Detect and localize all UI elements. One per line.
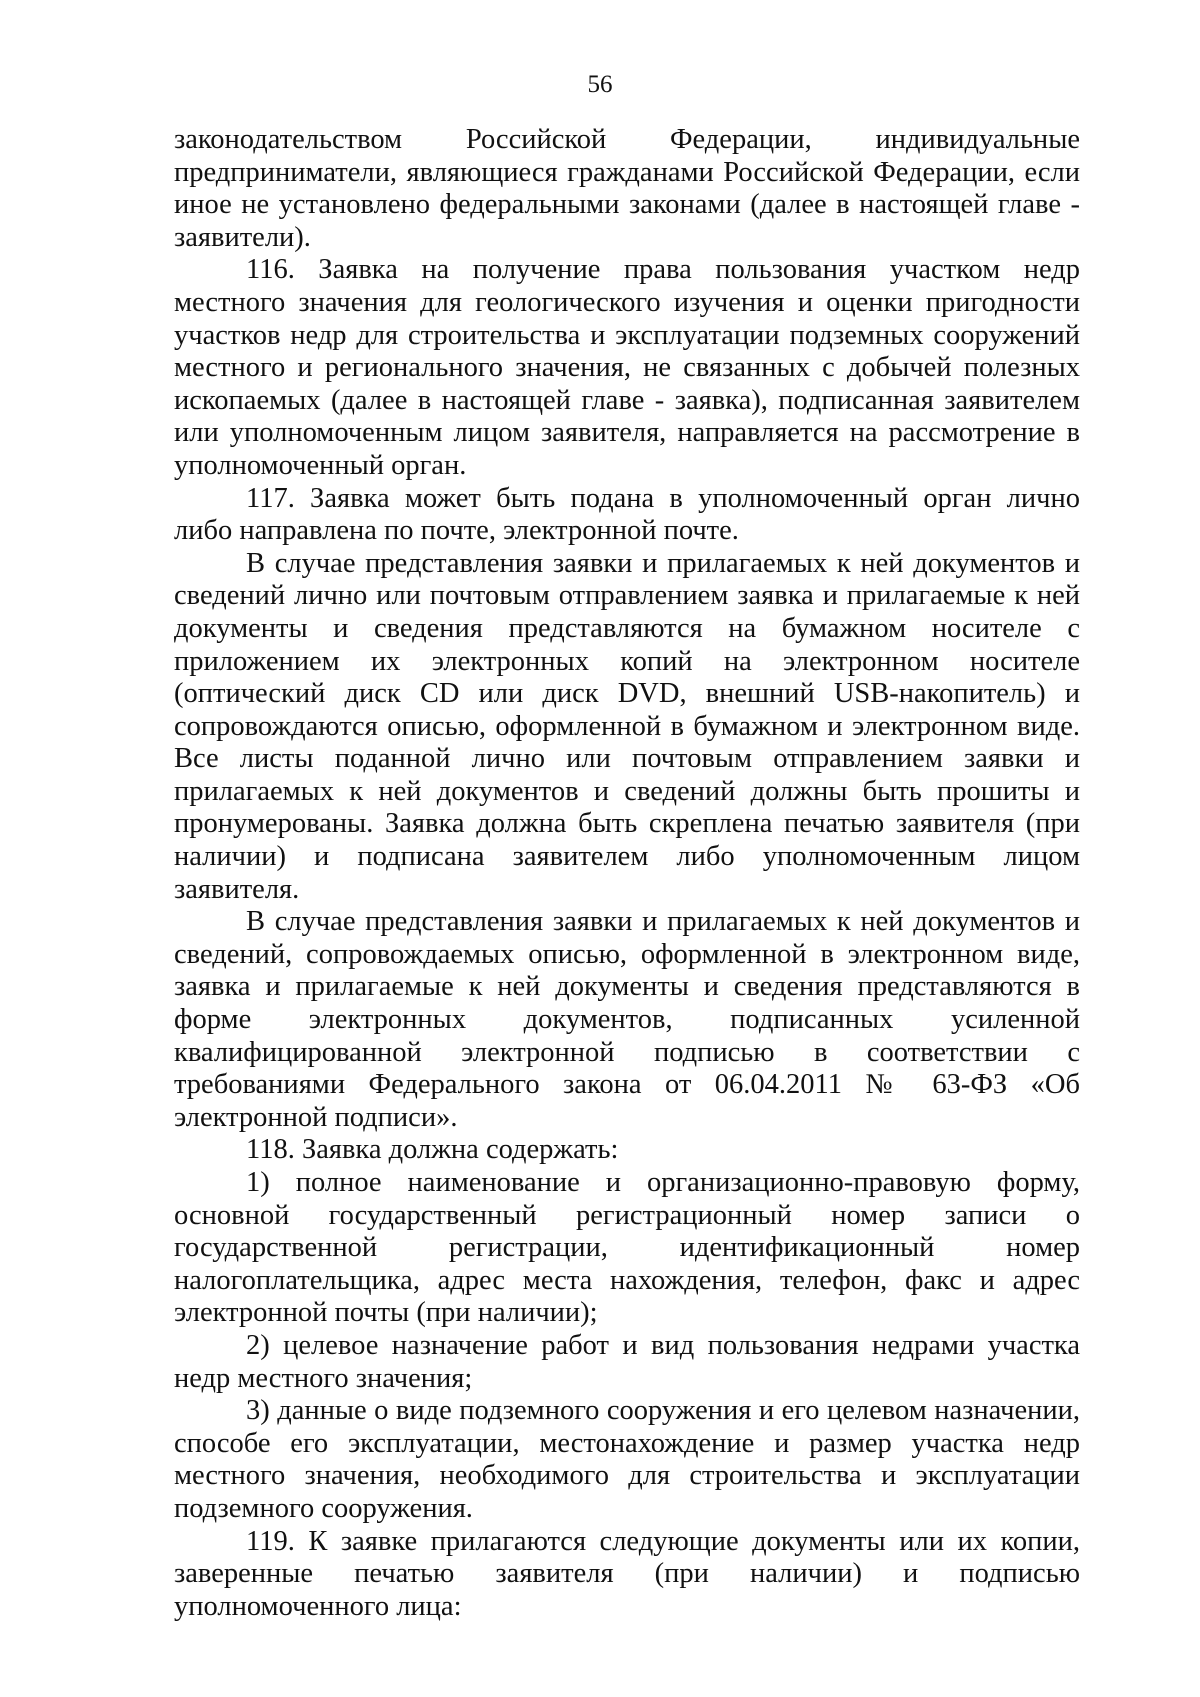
paragraph-119: 119. К заявке прилагаются следующие документы или их копии, заверенные печатью заявителя (при наличии) и подписью уполномоченного лица: (174, 1525, 1080, 1622)
list-item-2: 2) целевое назначение работ и вид пользования недрами участка недр местного значения; (174, 1329, 1080, 1394)
document-body (174, 124, 1080, 1623)
paragraph-paper-submission: В случае представления заявки и прилагаемых к ней документов и сведений лично или почтовым отправлением заявка и прилагаемые к ней документы и сведения представляются на бумажном носителе с приложением их электронных копий на электронном носителе (оптический диск CD или диск DVD, внешний USB-накопитель) и сопровождаются описью, оформленной в бумажном и электронном виде. Все листы поданной лично или почтовым отправлением заявки и прилагаемых к ней документов и сведений должны быть прошиты и пронумерованы. Заявка должна быть скреплена печатью заявителя (при наличии) и подписана заявителем либо уполномоченным лицом заявителя. (174, 547, 1080, 905)
list-item-1: 1) полное наименование и организационно-правовую форму, основной государственный регистрационный номер записи о государственной регистрации, идентификационный номер налогоплательщика, адрес места нахождения, телефон, факс и адрес электронной почты (при наличии); (174, 1167, 1080, 1329)
paragraph-118: 118. Заявка должна содержать: (246, 1134, 619, 1166)
list-item-3: 3) данные о виде подземного сооружения и его целевом назначении, способе его эксплуатации, местонахождение и размер участка недр местного значения, необходимого для строительства и эксплуатации подземного сооружения. (174, 1395, 1080, 1524)
paragraph-intro-continuation: законодательством Российской Федерации, индивидуальные предприниматели, являющиеся гражданами Российской Федерации, если иное не установлено федеральными законами (далее в настоящей главе - заявители). (174, 124, 1080, 253)
page-number: 56 (587, 71, 613, 98)
paragraph-116: 116. Заявка на получение права пользования участком недр местного значения для геологического изучения и оценки пригодности участков недр для строительства и эксплуатации подземных сооружений местного и регионального значения, не связанных с добычей полезных ископаемых (далее в настоящей главе - заявка), подписанная заявителем или уполномоченным лицом заявителя, направляется на рассмотрение в уполномоченный орган. (174, 254, 1080, 481)
paragraph-117: 117. Заявка может быть подана в уполномоченный орган лично либо направлена по почте, электронной почте. (174, 482, 1080, 547)
paragraph-electronic-submission: В случае представления заявки и прилагаемых к ней документов и сведений, сопровождаемых описью, оформленной в электронном виде, заявка и прилагаемые к ней документы и сведения представляются в форме электронных документов, подписанных усиленной квалифицированной электронной подписью в соответствии с требованиями Федерального закона от 06.04.2011 № 63-ФЗ «Об электронной подписи». (174, 906, 1080, 1133)
